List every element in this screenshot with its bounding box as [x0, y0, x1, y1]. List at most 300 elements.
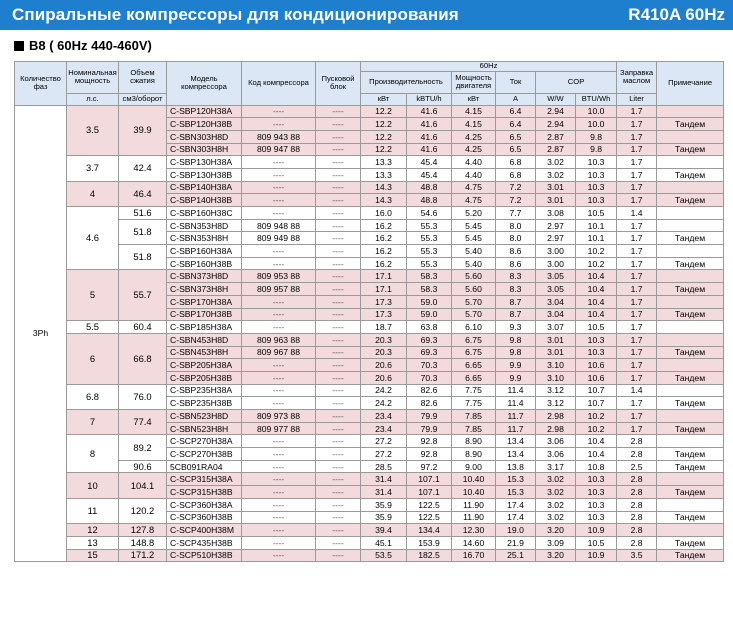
hp-cell: 10 — [67, 473, 119, 498]
table-row — [15, 460, 724, 473]
kbtu-cell: 41.6 — [407, 118, 452, 131]
cur-cell: 6.5 — [496, 130, 536, 143]
btu-cell: 10.5 — [576, 321, 617, 334]
oil-cell: 1.7 — [617, 143, 657, 156]
hp-cell: 5.5 — [67, 321, 119, 334]
kbtu-cell: 107.1 — [407, 486, 452, 499]
cur-cell: 6.4 — [496, 118, 536, 131]
start-unit-cell: ---- — [316, 410, 361, 423]
ww-cell: 3.00 — [536, 257, 576, 270]
btu-cell: 10.3 — [576, 486, 617, 499]
cur-cell: 7.2 — [496, 194, 536, 207]
ww-cell: 2.98 — [536, 422, 576, 435]
note-cell — [657, 473, 724, 486]
ww-cell: 2.97 — [536, 219, 576, 232]
refrigerant-label: R410A 60Hz — [628, 5, 725, 24]
table-row — [15, 524, 724, 537]
model-cell: C-SCP510H38B — [167, 549, 242, 562]
cap-cell: 16.2 — [361, 219, 407, 232]
start-unit-cell: ---- — [316, 498, 361, 511]
btu-cell: 10.0 — [576, 118, 617, 131]
series-subtitle-text: B8 ( 60Hz 440-460V) — [29, 38, 152, 53]
start-unit-cell: ---- — [316, 422, 361, 435]
oil-cell: 1.7 — [617, 219, 657, 232]
code-cell: ---- — [242, 321, 316, 334]
displacement-cell: 42.4 — [119, 156, 167, 181]
code-cell: 809 943 88 — [242, 130, 316, 143]
displacement-cell: 51.6 — [119, 207, 167, 220]
cur-cell: 9.8 — [496, 346, 536, 359]
pw-cell: 12.30 — [452, 524, 496, 537]
note-cell: Тандем — [657, 549, 724, 562]
ww-cell: 2.87 — [536, 143, 576, 156]
btu-cell: 10.8 — [576, 460, 617, 473]
model-cell: C-SBN303H8D — [167, 130, 242, 143]
displacement-cell: 46.4 — [119, 181, 167, 206]
model-cell: C-SBP160H38B — [167, 257, 242, 270]
kbtu-cell: 107.1 — [407, 473, 452, 486]
cap-cell: 23.4 — [361, 422, 407, 435]
start-unit-cell: ---- — [316, 486, 361, 499]
start-unit-cell: ---- — [316, 270, 361, 283]
btu-cell: 10.4 — [576, 448, 617, 461]
cap-cell: 12.2 — [361, 105, 407, 118]
code-cell: ---- — [242, 486, 316, 499]
unit-displacement: см3/оборот — [119, 93, 167, 105]
code-cell: ---- — [242, 397, 316, 410]
note-cell: Тандем — [657, 283, 724, 296]
cur-cell: 9.8 — [496, 333, 536, 346]
oil-cell: 2.8 — [617, 524, 657, 537]
btu-cell: 10.6 — [576, 371, 617, 384]
displacement-cell: 90.6 — [119, 460, 167, 473]
cur-cell: 8.7 — [496, 295, 536, 308]
ww-cell: 2.87 — [536, 130, 576, 143]
btu-cell: 10.3 — [576, 511, 617, 524]
pw-cell: 7.75 — [452, 384, 496, 397]
cap-cell: 13.3 — [361, 168, 407, 181]
displacement-cell: 66.8 — [119, 333, 167, 384]
model-cell: C-SBP120H38B — [167, 118, 242, 131]
kbtu-cell: 97.2 — [407, 460, 452, 473]
btu-cell: 10.2 — [576, 422, 617, 435]
pw-cell: 8.90 — [452, 435, 496, 448]
oil-cell: 2.8 — [617, 448, 657, 461]
code-cell: 809 957 88 — [242, 283, 316, 296]
cur-cell: 6.8 — [496, 168, 536, 181]
cap-cell: 31.4 — [361, 486, 407, 499]
displacement-cell: 60.4 — [119, 321, 167, 334]
cur-cell: 21.9 — [496, 536, 536, 549]
code-cell: ---- — [242, 194, 316, 207]
cap-cell: 20.3 — [361, 346, 407, 359]
pw-cell: 6.10 — [452, 321, 496, 334]
kbtu-cell: 41.6 — [407, 143, 452, 156]
code-cell: 809 977 88 — [242, 422, 316, 435]
model-cell: 5CB091RA04 — [167, 460, 242, 473]
cap-cell: 39.4 — [361, 524, 407, 537]
title-bar — [0, 0, 733, 30]
header-capacity: Производительность — [361, 71, 452, 93]
cap-cell: 17.3 — [361, 308, 407, 321]
page-title: Спиральные компрессоры для кондиционирования — [12, 5, 459, 24]
btu-cell: 10.9 — [576, 549, 617, 562]
code-cell: 809 953 88 — [242, 270, 316, 283]
start-unit-cell: ---- — [316, 143, 361, 156]
model-cell: C-SBP140H38A — [167, 181, 242, 194]
hp-cell: 11 — [67, 498, 119, 523]
note-cell: Тандем — [657, 118, 724, 131]
displacement-cell: 55.7 — [119, 270, 167, 321]
pw-cell: 4.25 — [452, 130, 496, 143]
note-cell: Тандем — [657, 232, 724, 245]
pw-cell: 11.90 — [452, 511, 496, 524]
kbtu-cell: 79.9 — [407, 410, 452, 423]
table-row — [15, 219, 724, 232]
start-unit-cell: ---- — [316, 346, 361, 359]
oil-cell: 1.7 — [617, 397, 657, 410]
note-cell — [657, 435, 724, 448]
cur-cell: 9.3 — [496, 321, 536, 334]
header-cop: COP — [536, 71, 617, 93]
code-cell: 809 949 88 — [242, 232, 316, 245]
model-cell: C-SBN523H8D — [167, 410, 242, 423]
btu-cell: 10.6 — [576, 359, 617, 372]
ww-cell: 3.10 — [536, 371, 576, 384]
cap-cell: 16.2 — [361, 232, 407, 245]
start-unit-cell: ---- — [316, 435, 361, 448]
model-cell: C-SCP270H38B — [167, 448, 242, 461]
kbtu-cell: 182.5 — [407, 549, 452, 562]
oil-cell: 1.7 — [617, 194, 657, 207]
model-cell: C-SBP160H38C — [167, 207, 242, 220]
bullet-square-icon — [14, 41, 24, 51]
note-cell — [657, 333, 724, 346]
hp-cell: 3.5 — [67, 105, 119, 156]
pw-cell: 6.65 — [452, 359, 496, 372]
btu-cell: 10.2 — [576, 245, 617, 258]
cur-cell: 8.3 — [496, 270, 536, 283]
cur-cell: 8.7 — [496, 308, 536, 321]
start-unit-cell: ---- — [316, 295, 361, 308]
pw-cell: 5.45 — [452, 219, 496, 232]
model-cell: C-SBP170H38B — [167, 308, 242, 321]
model-cell: C-SCP315H38A — [167, 473, 242, 486]
kbtu-cell: 48.8 — [407, 181, 452, 194]
btu-cell: 9.8 — [576, 143, 617, 156]
table-row — [15, 435, 724, 448]
ww-cell: 2.94 — [536, 118, 576, 131]
start-unit-cell: ---- — [316, 257, 361, 270]
displacement-cell: 148.8 — [119, 536, 167, 549]
model-cell: C-SBN373H8D — [167, 270, 242, 283]
displacement-cell: 77.4 — [119, 410, 167, 435]
oil-cell: 1.7 — [617, 156, 657, 169]
oil-cell: 2.8 — [617, 473, 657, 486]
pw-cell: 14.60 — [452, 536, 496, 549]
cap-cell: 16.2 — [361, 257, 407, 270]
ww-cell: 3.07 — [536, 321, 576, 334]
cap-cell: 17.1 — [361, 283, 407, 296]
pw-cell: 6.75 — [452, 333, 496, 346]
start-unit-cell: ---- — [316, 359, 361, 372]
table-row — [15, 207, 724, 220]
kbtu-cell: 82.6 — [407, 397, 452, 410]
model-cell: C-SBN523H8H — [167, 422, 242, 435]
model-cell: C-SBN453H8H — [167, 346, 242, 359]
model-cell: C-SBP205H38A — [167, 359, 242, 372]
kbtu-cell: 82.6 — [407, 384, 452, 397]
table-row — [15, 473, 724, 486]
displacement-cell: 120.2 — [119, 498, 167, 523]
ww-cell: 3.01 — [536, 194, 576, 207]
ww-cell: 3.02 — [536, 486, 576, 499]
hp-cell: 5 — [67, 270, 119, 321]
code-cell: ---- — [242, 536, 316, 549]
kbtu-cell: 92.8 — [407, 448, 452, 461]
oil-cell: 1.7 — [617, 105, 657, 118]
kbtu-cell: 58.3 — [407, 283, 452, 296]
pw-cell: 5.40 — [452, 245, 496, 258]
oil-cell: 1.7 — [617, 422, 657, 435]
displacement-cell: 89.2 — [119, 435, 167, 460]
ww-cell: 3.02 — [536, 511, 576, 524]
code-cell: ---- — [242, 118, 316, 131]
kbtu-cell: 69.3 — [407, 333, 452, 346]
start-unit-cell: ---- — [316, 207, 361, 220]
header-note: Примечание — [657, 62, 724, 106]
oil-cell: 2.8 — [617, 498, 657, 511]
btu-cell: 10.3 — [576, 156, 617, 169]
cur-cell: 8.0 — [496, 232, 536, 245]
start-unit-cell: ---- — [316, 524, 361, 537]
start-unit-cell: ---- — [316, 384, 361, 397]
hp-cell: 3.7 — [67, 156, 119, 181]
table-row — [15, 333, 724, 346]
pw-cell: 4.75 — [452, 181, 496, 194]
cap-cell: 28.5 — [361, 460, 407, 473]
code-cell: 809 973 88 — [242, 410, 316, 423]
oil-cell: 1.7 — [617, 181, 657, 194]
cur-cell: 8.3 — [496, 283, 536, 296]
code-cell: 809 948 88 — [242, 219, 316, 232]
cap-cell: 12.2 — [361, 130, 407, 143]
note-cell — [657, 105, 724, 118]
displacement-cell: 39.9 — [119, 105, 167, 156]
model-cell: C-SBP160H38A — [167, 245, 242, 258]
ww-cell: 3.06 — [536, 435, 576, 448]
kbtu-cell: 55.3 — [407, 245, 452, 258]
code-cell: ---- — [242, 549, 316, 562]
btu-cell: 10.3 — [576, 346, 617, 359]
oil-cell: 1.4 — [617, 384, 657, 397]
pw-cell: 5.20 — [452, 207, 496, 220]
ww-cell: 3.00 — [536, 245, 576, 258]
pw-cell: 5.60 — [452, 270, 496, 283]
pw-cell: 10.40 — [452, 473, 496, 486]
header-motor-power: Мощность двигателя — [452, 71, 496, 93]
header-phase: Количество фаз — [15, 62, 67, 106]
cap-cell: 45.1 — [361, 536, 407, 549]
btu-cell: 10.2 — [576, 257, 617, 270]
ww-cell: 3.04 — [536, 295, 576, 308]
pw-cell: 5.60 — [452, 283, 496, 296]
model-cell: C-SBP185H38A — [167, 321, 242, 334]
cur-cell: 17.4 — [496, 498, 536, 511]
table-body — [15, 105, 724, 562]
cap-cell: 16.0 — [361, 207, 407, 220]
code-cell: ---- — [242, 257, 316, 270]
displacement-cell: 51.8 — [119, 219, 167, 244]
kbtu-cell: 45.4 — [407, 168, 452, 181]
pw-cell: 5.45 — [452, 232, 496, 245]
note-cell — [657, 130, 724, 143]
cap-cell: 35.9 — [361, 511, 407, 524]
cap-cell: 31.4 — [361, 473, 407, 486]
ww-cell: 3.17 — [536, 460, 576, 473]
kbtu-cell: 70.3 — [407, 359, 452, 372]
cap-cell: 53.5 — [361, 549, 407, 562]
unit-cop-ww: W/W — [536, 93, 576, 105]
model-cell: C-SBP205H38B — [167, 371, 242, 384]
note-cell: Тандем — [657, 346, 724, 359]
kbtu-cell: 55.3 — [407, 257, 452, 270]
ww-cell: 3.12 — [536, 384, 576, 397]
oil-cell: 2.8 — [617, 511, 657, 524]
note-cell: Тандем — [657, 308, 724, 321]
cur-cell: 25.1 — [496, 549, 536, 562]
pw-cell: 10.40 — [452, 486, 496, 499]
ww-cell: 3.02 — [536, 156, 576, 169]
start-unit-cell: ---- — [316, 105, 361, 118]
header-oil: Заправка маслом — [617, 62, 657, 94]
ww-cell: 3.01 — [536, 346, 576, 359]
model-cell: C-SCP400H38M — [167, 524, 242, 537]
hp-cell: 6.8 — [67, 384, 119, 409]
model-cell: C-SBN303H8H — [167, 143, 242, 156]
model-cell: C-SBP130H38B — [167, 168, 242, 181]
btu-cell: 10.3 — [576, 333, 617, 346]
oil-cell: 1.7 — [617, 232, 657, 245]
cap-cell: 35.9 — [361, 498, 407, 511]
oil-cell: 1.7 — [617, 168, 657, 181]
hp-cell: 15 — [67, 549, 119, 562]
btu-cell: 10.5 — [576, 207, 617, 220]
cap-cell: 20.6 — [361, 371, 407, 384]
code-cell: 809 963 88 — [242, 333, 316, 346]
hp-cell: 7 — [67, 410, 119, 435]
table-row — [15, 498, 724, 511]
btu-cell: 10.3 — [576, 181, 617, 194]
kbtu-cell: 59.0 — [407, 308, 452, 321]
pw-cell: 6.65 — [452, 371, 496, 384]
pw-cell: 9.00 — [452, 460, 496, 473]
btu-cell: 10.0 — [576, 105, 617, 118]
start-unit-cell: ---- — [316, 181, 361, 194]
oil-cell: 1.7 — [617, 346, 657, 359]
hp-cell: 6 — [67, 333, 119, 384]
pw-cell: 4.40 — [452, 156, 496, 169]
unit-power-kw: кВт — [452, 93, 496, 105]
code-cell: ---- — [242, 207, 316, 220]
oil-cell: 1.7 — [617, 359, 657, 372]
cap-cell: 12.2 — [361, 118, 407, 131]
model-cell: C-SCP360H38A — [167, 498, 242, 511]
header-frequency: 60Hz — [361, 62, 617, 72]
btu-cell: 10.7 — [576, 397, 617, 410]
cap-cell: 14.3 — [361, 194, 407, 207]
code-cell: ---- — [242, 359, 316, 372]
unit-current: A — [496, 93, 536, 105]
cap-cell: 14.3 — [361, 181, 407, 194]
oil-cell: 2.8 — [617, 435, 657, 448]
model-cell: C-SCP315H38B — [167, 486, 242, 499]
cur-cell: 11.7 — [496, 410, 536, 423]
cap-cell: 13.3 — [361, 156, 407, 169]
pw-cell: 11.90 — [452, 498, 496, 511]
start-unit-cell: ---- — [316, 156, 361, 169]
kbtu-cell: 153.9 — [407, 536, 452, 549]
pw-cell: 4.25 — [452, 143, 496, 156]
unit-oil-liter: Liter — [617, 93, 657, 105]
model-cell: C-SBP120H38A — [167, 105, 242, 118]
note-cell: Тандем — [657, 257, 724, 270]
model-cell: C-SBN353H8H — [167, 232, 242, 245]
model-cell: C-SBP170H38A — [167, 295, 242, 308]
header-start-unit: Пусковой блок — [316, 62, 361, 106]
code-cell: ---- — [242, 435, 316, 448]
series-subtitle — [14, 38, 152, 53]
code-cell: ---- — [242, 498, 316, 511]
start-unit-cell: ---- — [316, 460, 361, 473]
ww-cell: 3.20 — [536, 549, 576, 562]
note-cell — [657, 524, 724, 537]
displacement-cell: 76.0 — [119, 384, 167, 409]
table-row — [15, 384, 724, 397]
ww-cell: 2.94 — [536, 105, 576, 118]
start-unit-cell: ---- — [316, 321, 361, 334]
note-cell — [657, 156, 724, 169]
cap-cell: 20.3 — [361, 333, 407, 346]
ww-cell: 3.01 — [536, 181, 576, 194]
note-cell — [657, 270, 724, 283]
kbtu-cell: 63.8 — [407, 321, 452, 334]
code-cell: ---- — [242, 105, 316, 118]
oil-cell: 3.5 — [617, 549, 657, 562]
start-unit-cell: ---- — [316, 232, 361, 245]
cap-cell: 24.2 — [361, 384, 407, 397]
kbtu-cell: 79.9 — [407, 422, 452, 435]
start-unit-cell: ---- — [316, 283, 361, 296]
cur-cell: 6.5 — [496, 143, 536, 156]
cur-cell: 13.4 — [496, 435, 536, 448]
code-cell: ---- — [242, 460, 316, 473]
note-cell — [657, 181, 724, 194]
oil-cell: 1.7 — [617, 283, 657, 296]
cur-cell: 8.6 — [496, 245, 536, 258]
kbtu-cell: 55.3 — [407, 219, 452, 232]
start-unit-cell: ---- — [316, 511, 361, 524]
oil-cell: 2.8 — [617, 536, 657, 549]
ww-cell: 3.09 — [536, 536, 576, 549]
hp-cell: 4.6 — [67, 207, 119, 270]
displacement-cell: 104.1 — [119, 473, 167, 498]
oil-cell: 1.4 — [617, 207, 657, 220]
displacement-cell: 171.2 — [119, 549, 167, 562]
header-displacement: Объем сжатия — [119, 62, 167, 94]
code-cell: 809 967 88 — [242, 346, 316, 359]
kbtu-cell: 122.5 — [407, 498, 452, 511]
